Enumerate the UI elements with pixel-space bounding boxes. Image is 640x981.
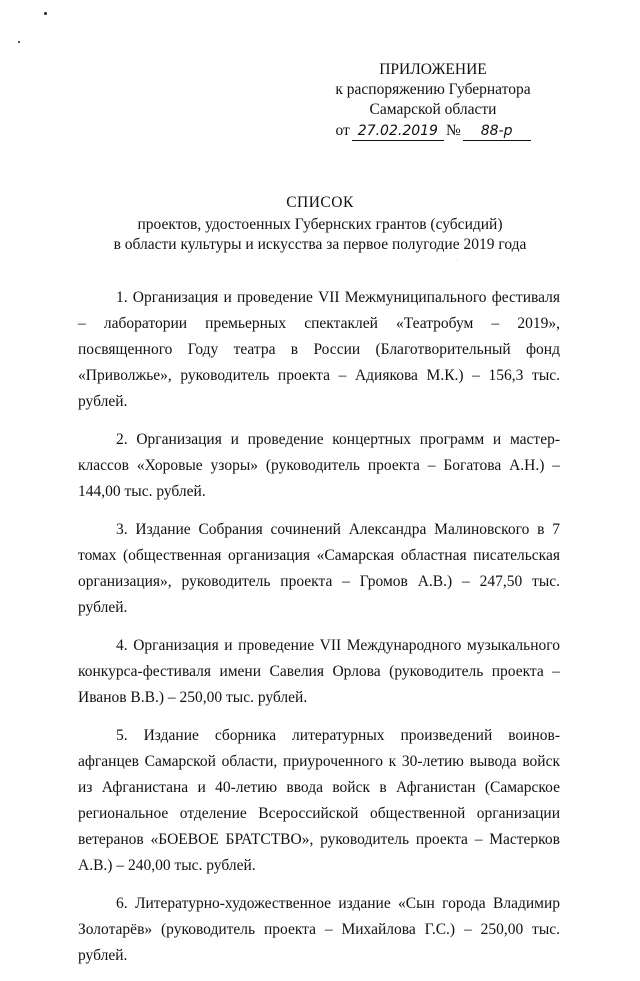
title-line-3: в области культуры и искусства за первое полугодие 2019 года (113, 236, 527, 253)
date-number-line (318, 121, 548, 141)
appendix-title: ПРИЛОЖЕНИЕ (379, 61, 487, 78)
title-line-2: проектов, удостоенных Губернских грантов (субсидий) (137, 216, 503, 233)
list-item: 3. Издание Собрания сочинений Александра Малиновского в 7 томах (общественная организация «Самарская областная писательская организация», руководитель проекта – Громов А.В.) – 247,50 тыс. рублей. (78, 521, 560, 616)
date-prefix: от (335, 122, 350, 139)
list-item: 4. Организация и проведение VII Международного музыкального конкурса-фестиваля имени Савелия Орлова (руководитель проекта – Иванов В.В.) – 250,00 тыс. рублей. (78, 637, 560, 706)
handwritten-number: 88-р (463, 122, 531, 141)
scan-speck (18, 41, 20, 43)
scan-mark: · (456, 256, 459, 265)
document-title (60, 193, 580, 255)
appendix-header (318, 60, 548, 141)
list-item: 5. Издание сборника литературных произведений воинов-афганцев Самарской области, приуроченного к 30-летию вывода войск из Афганистана и 40-летию ввода войск в Афганистан (Самарское региональное отделение Всероссийской общественной организации ветеранов «БОЕВОЕ БРАТСТВО», руководитель проекта – Мастерков А.В.) – 240,00 тыс. рублей. (78, 727, 560, 874)
number-prefix: № (445, 122, 461, 139)
project-list (78, 285, 560, 981)
list-item: 2. Организация и проведение концертных программ и мастер-классов «Хоровые узоры» (руководитель проекта – Богатова А.Н.) – 144,00 тыс. рублей. (78, 431, 560, 500)
appendix-region: Самарской области (369, 101, 497, 118)
list-item: 1. Организация и проведение VII Межмуниципального фестиваля – лаборатории премьерных спектаклей «Театробум – 2019», посвященного Году театра в России (Благотворительный фонд «Приволжье», руководитель проекта – Адиякова М.К.) – 156,3 тыс. рублей. (78, 289, 560, 410)
list-item: 6. Литературно-художественное издание «Сын города Владимир Золотарёв» (руководитель проекта – Михайлова Г.С.) – 250,00 тыс. рублей. (78, 895, 560, 964)
title-heading: СПИСОК (286, 194, 354, 211)
scan-speck (44, 12, 47, 15)
appendix-subtitle: к распоряжению Губернатора (335, 81, 531, 98)
handwritten-date: 27.02.2019 (352, 122, 444, 141)
